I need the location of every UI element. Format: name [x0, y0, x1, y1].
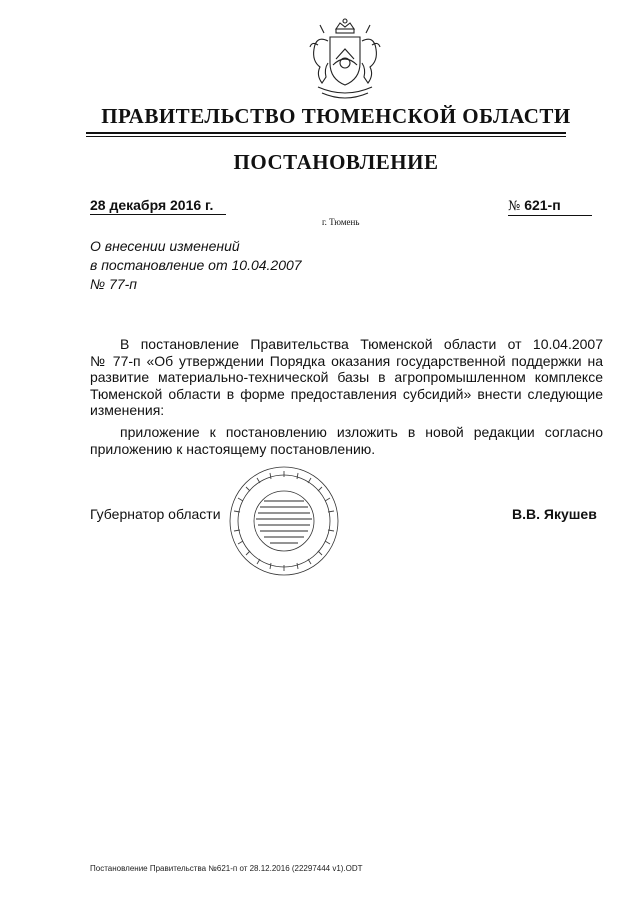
subject-line: № 77-п [90, 276, 137, 292]
coat-of-arms-icon [300, 15, 390, 105]
signatory-name: В.В. Якушев [512, 506, 597, 522]
paragraph-line: Тюменской области в форме предоставления субсидий» внести следующие [90, 385, 603, 402]
paragraph-line: № 77-п «Об утверждении Порядка оказания государственной поддержки на [90, 352, 603, 369]
document-date: 28 декабря 2016 г. [90, 197, 226, 215]
header-divider-thick [86, 132, 566, 134]
city-name: г. Тюмень [322, 217, 360, 227]
header-divider-thin [86, 136, 566, 137]
number-value: 621-п [524, 197, 561, 213]
paragraph-line: приложение к постановлению изложить в новой редакции согласно [120, 424, 603, 440]
subject-line: О внесении изменений [90, 238, 240, 254]
official-seal-icon [228, 465, 340, 577]
paragraph-line: развитие материально-технической базы в агропромышленном комплексе [90, 369, 603, 385]
document-type-title: ПОСТАНОВЛЕНИЕ [233, 150, 439, 174]
footer-file-reference: Постановление Правительства №621-п от 28.12.2016 (22297444 v1).ODT [90, 864, 363, 873]
signatory-title: Губернатор области [90, 506, 221, 522]
body-paragraph-2 [90, 424, 603, 457]
number-sign: № [508, 199, 521, 214]
paragraph-line: В постановление Правительства Тюменской области от 10.04.2007 [120, 336, 603, 352]
organization-title: ПРАВИТЕЛЬСТВО ТЮМЕНСКОЙ ОБЛАСТИ [101, 104, 571, 128]
body-paragraph-1 [90, 336, 603, 419]
subject-line: в постановление от 10.04.2007 [90, 257, 302, 273]
document-number [508, 197, 592, 216]
document-subject [90, 237, 302, 294]
paragraph-line: изменения: [90, 402, 165, 418]
paragraph-line: приложению к настоящему постановлению. [90, 440, 376, 457]
